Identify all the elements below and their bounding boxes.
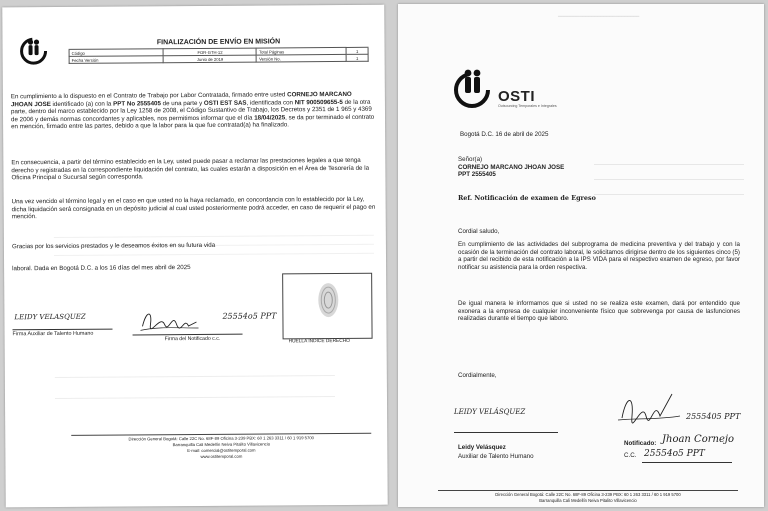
notified-label: Notificado: (624, 440, 657, 447)
notified-handwritten-cc: 25554o5 PPT (644, 449, 705, 459)
bleed-through-lower (55, 365, 335, 437)
signer-role: Auxiliar de Talento Humano (458, 453, 534, 460)
fingerprint-label: HUELLA INDICE DERECHO (288, 338, 350, 345)
termination-letter-page (2, 5, 387, 508)
paragraph-date: laboral. Dada en Bogotá D.C. a los 16 días del mes abril de 2025 (12, 264, 191, 273)
right-footer: Dirección General Bogotá: Calle 22C No. 68F-89 Oficina 3-239 PBX: 60 1 263 3311 / 60 1 919 5700 Barranquilla Cali Medellín Neiva Pitalito Villavicencio (438, 490, 738, 504)
osti-logo-text: OSTI (498, 88, 536, 105)
recipient-block: Señor(a) CORNEJO MARCANO JHOAN JOSE PPT 2555405 (458, 156, 565, 179)
date-line: Bogotá D.C. 16 de abril de 2025 (460, 131, 549, 138)
reference-line: Ref. Notificación de examen de Egreso (458, 194, 596, 202)
osti-logo-icon (450, 62, 496, 112)
osti-logo-tagline: Outsourcing Temporales e Integrales (498, 104, 557, 108)
notified-handwritten-name: Jhoan Cornejo (662, 434, 734, 445)
worker-signature-label: Firma del Notificado c.c. (164, 335, 221, 343)
notified-signature-scribble (616, 390, 686, 426)
worker-handwritten-id: 25554o5 PPT (222, 311, 277, 321)
left-footer: Dirección General Bogotá: Calle 22C No. 68F-89 Oficina 3-239 PBX: 60 1 263 3311 / 60 1 919 5700 Barranquilla Cali Medellín Neiva Pitalito Villavicencio E-mail: comercial@ostitemporal.com www.ostitemporal.com (71, 433, 371, 461)
paragraph-thanks: Gracias por los servicios prestados y le deseamos éxitos en su futura vida (11, 241, 216, 251)
document-title: FINALIZACIÓN DE ENVÍO EN MISIÓN (69, 35, 368, 50)
auxiliary-signature-name: LEIDY VELASQUEZ (14, 312, 86, 322)
body-paragraph-waiver: De igual manera le informamos que si usted no se realiza este examen, dará por entendido que exonera a la empresa de cualquier inconveniente físico que sobrevenga por causa de lasfunciones realizadas durante el tiempo que laboro. (458, 300, 740, 323)
notified-cc-label: C.C. (624, 452, 637, 459)
auxiliary-signature-role: Firma Auxiliar de Talento Humano (12, 330, 94, 338)
bleed-through-header: ━━━━━━━━━━━━━━━━━━━━━━━━━━━ (558, 14, 640, 20)
paragraph-deposit: Una vez vencido el término legal y en el caso en que usted no la haya reclamado, en concordancia con lo establecido por la Ley, dicha liquidación será consignada en un depósito judicial al cual usted posteriormente podrá acceder, en caso de requerir el pago en mención. (11, 195, 376, 221)
paragraph-termination: En cumplimiento a lo dispuesto en el Contrato de Trabajo por Labor Contratada, firmado entre usted CORNEJO MARCANO JHOAN JOSE identificado (a) con la PPT No 2555405 de una parte y OSTI EST SAS, identificada con NIT 900509655-5 de la otra parte, dentro del marco establecido por la Ley 1258 de 2008, el Código Sustantivo de Trabajo, los Decretos y 2351 de 1 965 y 4369 de 2006 y demás normas concordantes y aplicables, nos permitimos informar que el día 18/04/2025, se da por terminado el contrato en mención, firmado entre las partes, debido a que la labor para la que fue contratad(a) ha finalizado. (10, 90, 375, 131)
paragraph-benefits: En consecuencia, a partir del término establecido en la Ley, usted puede pasar a reclamar las prestaciones legales a que tenga derecho y registradas en la correspondiente liquidación del contrato, las cuales estarán a disposición en el Área de Tesorería de la Oficina Principal o Sucursal según corresponda. (11, 156, 370, 182)
exam-notification-page (398, 4, 764, 507)
bleed-through-side (594, 154, 744, 214)
closing: Cordialmente, (458, 372, 497, 379)
fingerprint-icon (315, 280, 341, 320)
fingerprint-box (282, 273, 372, 340)
document-header-table: FINALIZACIÓN DE ENVÍO EN MISIÓN Código FOR-GTH-12 Total Páginas 1 Fecha Versión Junio de 2019 Versión No. 1 (68, 35, 368, 64)
notified-handwritten-id-top: 2555405 PPT (686, 412, 741, 421)
worker-signature-scribble (138, 306, 228, 335)
signer-name: Leidy Velásquez (458, 444, 506, 451)
greeting: Cordial saludo, (458, 228, 500, 235)
signer-cursive-name: LEIDY VELÁSQUEZ (454, 408, 526, 416)
body-paragraph-exam: En cumplimiento de las actividades del subprograma de medicina preventiva y del trabajo y con la ocasión de la terminación del contrato laboral, le solicitamos dirigirse dentro de los siguientes cinco (5) a partir del recibido de esta notificación a la IPS VIDA para el respectivo examen de egreso, por favor notificar su asistencia para la orden respectiva. (458, 241, 740, 271)
osti-people-logo-icon (16, 33, 50, 67)
